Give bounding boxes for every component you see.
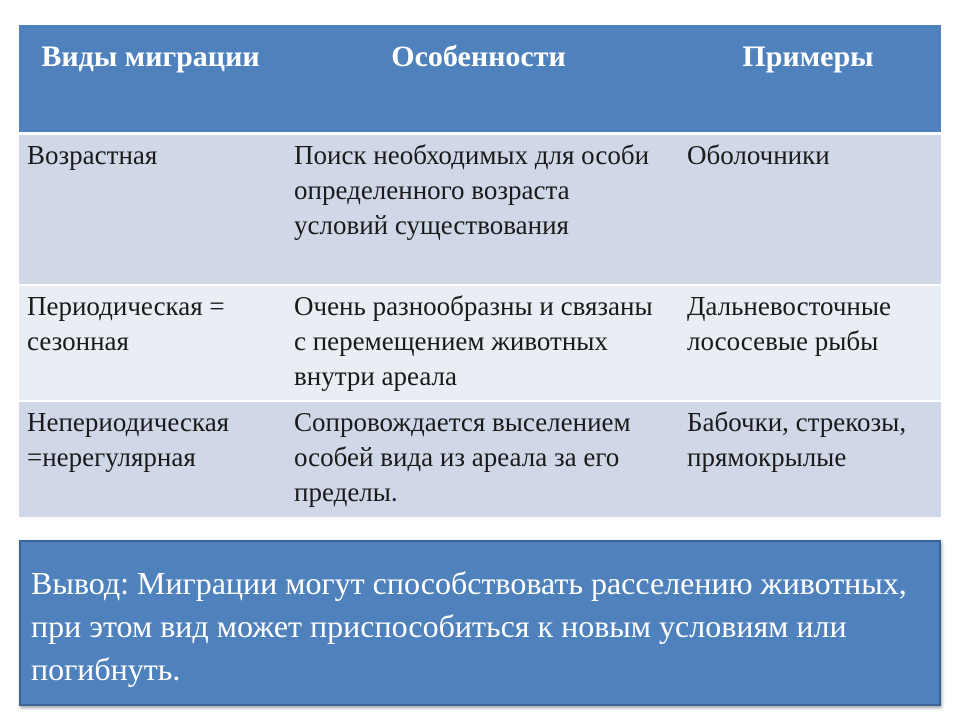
table-header-row — [19, 25, 941, 133]
cell-examples: Дальневосточные лососевые рыбы — [675, 285, 941, 401]
cell-features: Очень разнообразны и связаны с перемещением животных внутри ареала — [282, 285, 675, 401]
cell-examples: Бабочки, стрекозы, прямокрылые — [675, 401, 941, 517]
header-migration-types: Виды миграции — [19, 25, 282, 133]
table-row — [19, 401, 941, 517]
cell-examples: Оболочники — [675, 133, 941, 285]
table-row — [19, 285, 941, 401]
cell-features: Сопровождается выселением особей вида из ареала за его пределы. — [282, 401, 675, 517]
cell-type: Возрастная — [19, 133, 282, 285]
header-features: Особенности — [282, 25, 675, 133]
cell-type: Периодическая = сезонная — [19, 285, 282, 401]
cell-features: Поиск необходимых для особи определенного возраста условий существования — [282, 133, 675, 285]
table-row — [19, 133, 941, 285]
conclusion-box: Вывод: Миграции могут способствовать расселению животных, при этом вид может приспособиться к новым условиям или погибнуть. — [19, 540, 941, 706]
header-examples: Примеры — [675, 25, 941, 133]
cell-type: Непериодическая =нерегулярная — [19, 401, 282, 517]
migration-table — [19, 25, 941, 517]
